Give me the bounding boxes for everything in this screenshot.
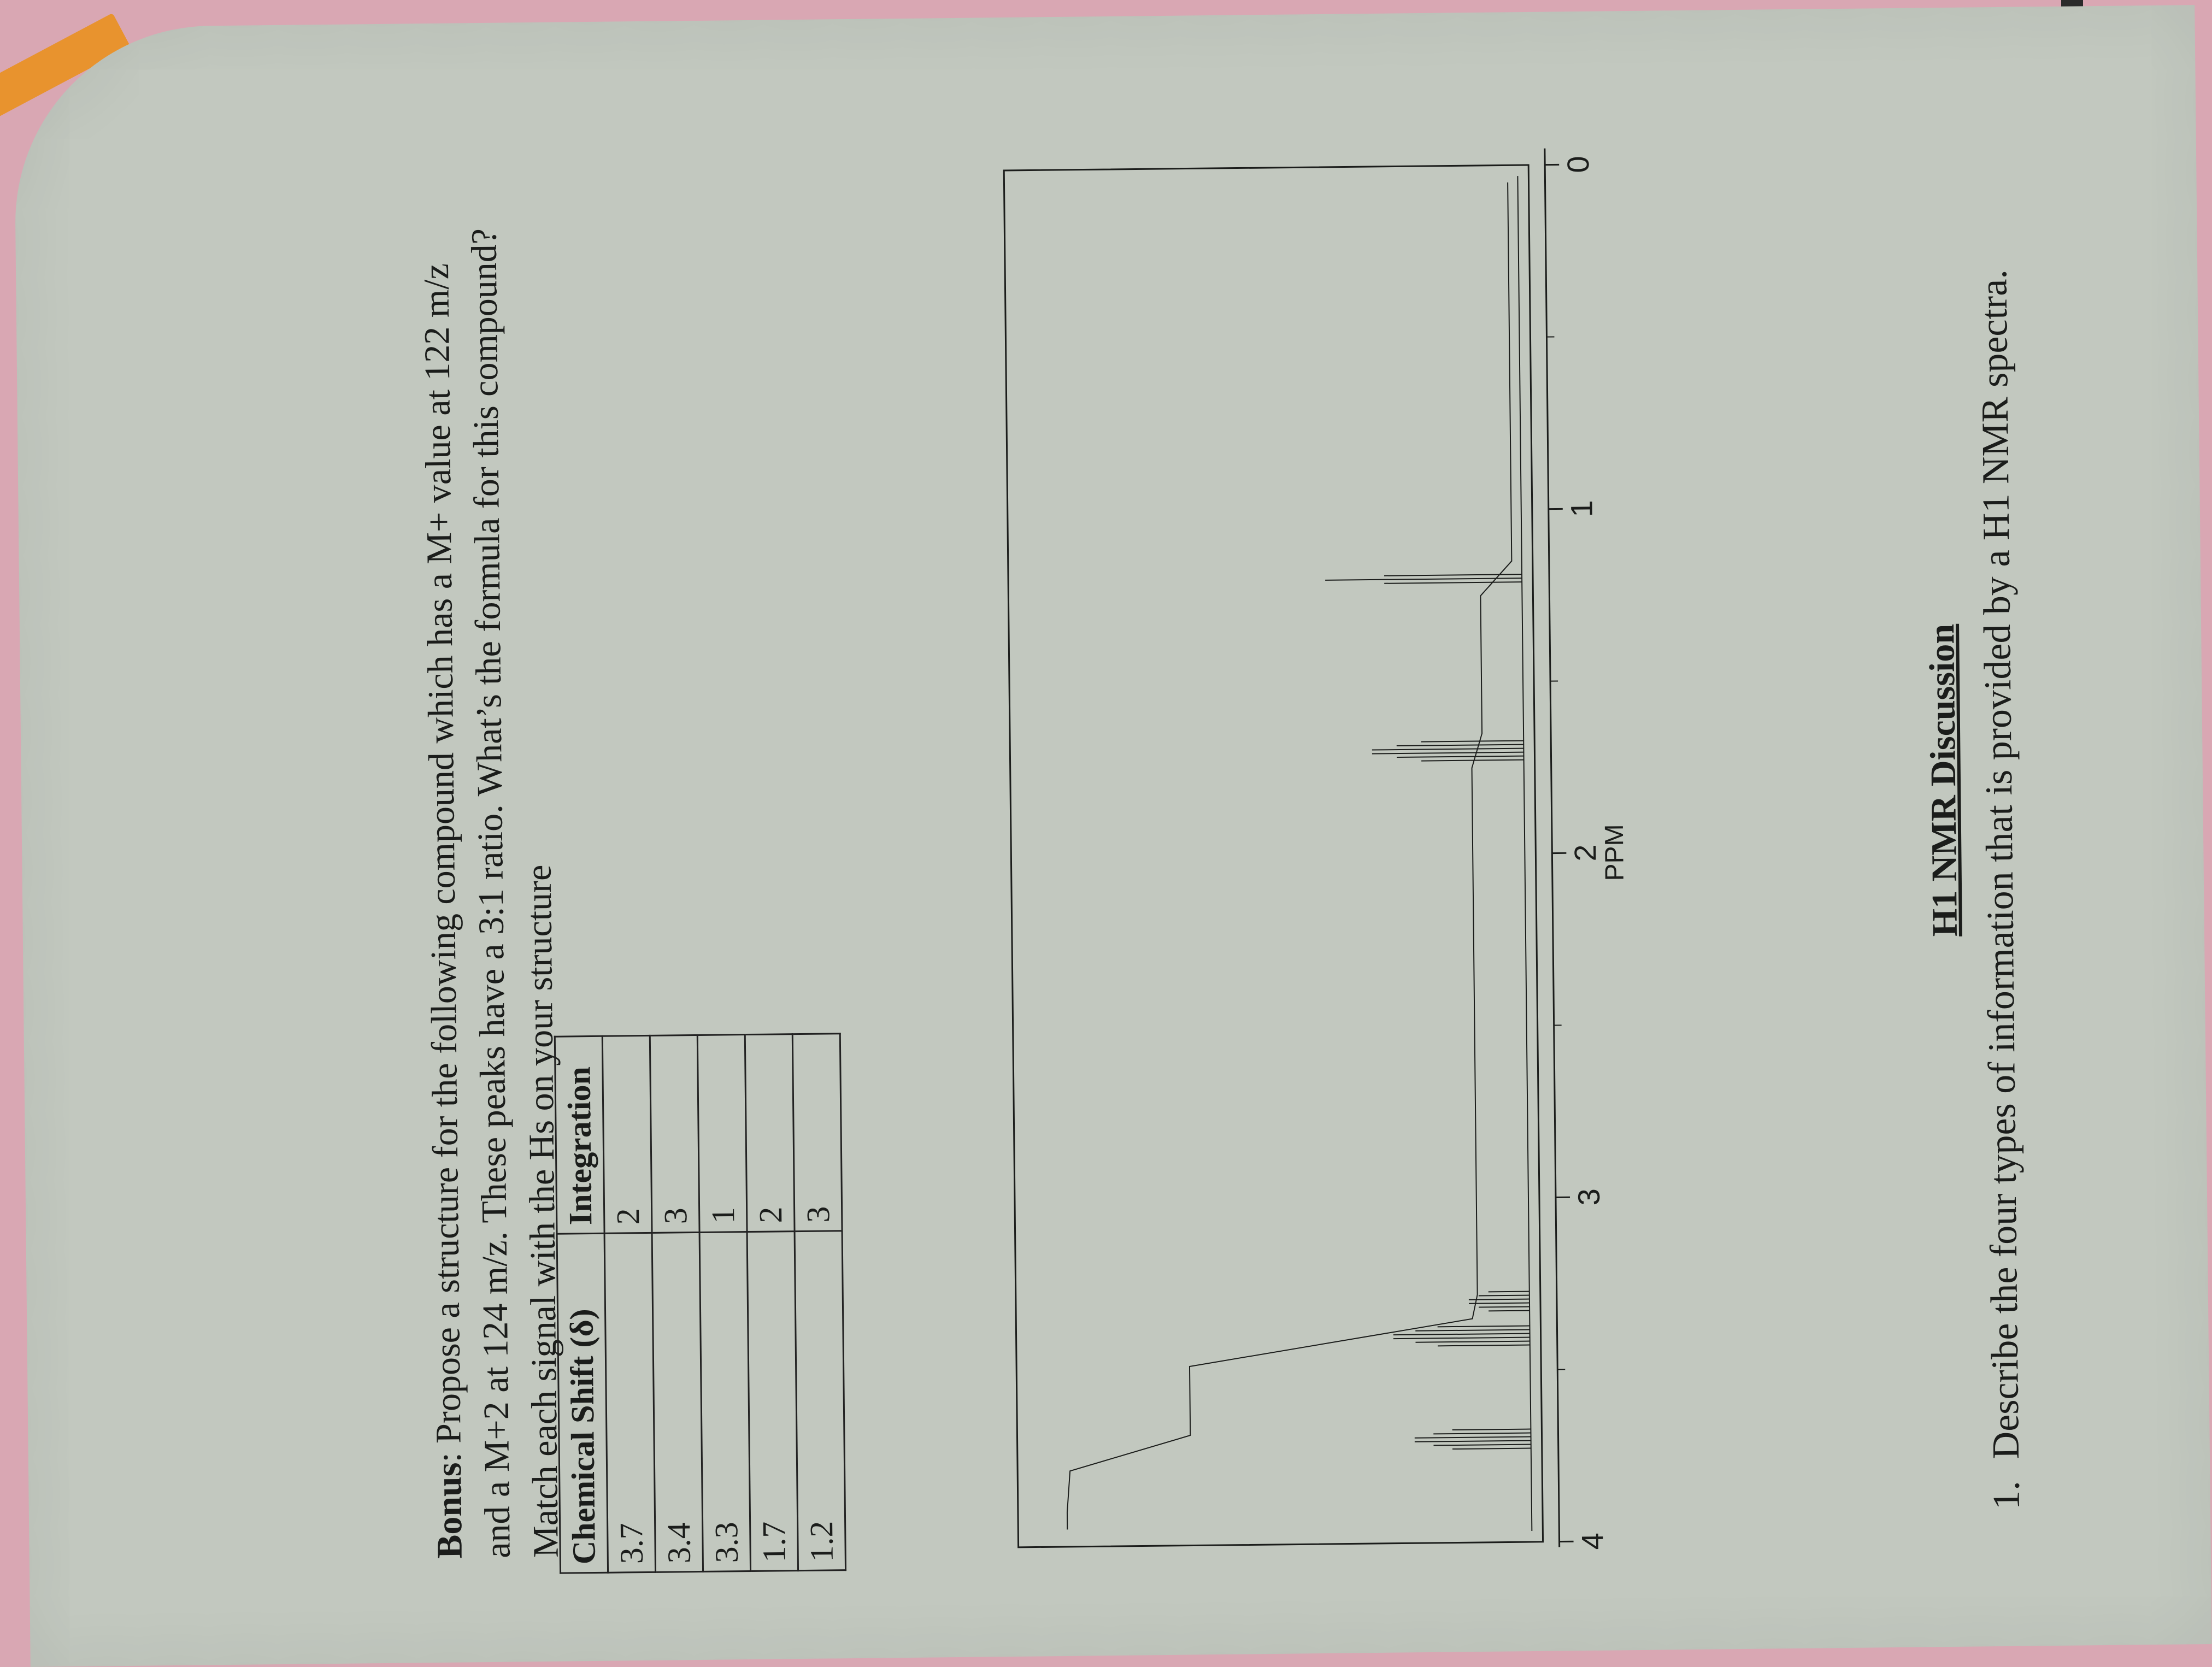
nmr-peak: [1469, 1303, 1529, 1304]
nmr-peak: [1393, 1338, 1530, 1339]
nmr-peak: [1384, 574, 1522, 576]
shift-cell: 1.2: [795, 1231, 845, 1571]
nmr-peak: [1393, 1334, 1530, 1335]
paper-sheet: [13, 5, 2211, 1667]
integration-cell: 1: [697, 1035, 747, 1233]
nmr-peak: [1397, 756, 1523, 757]
nmr-peak: [1421, 760, 1523, 761]
nmr-peak: [1325, 578, 1522, 580]
nmr-peak: [1415, 1330, 1529, 1331]
shift-cell: 3.4: [652, 1232, 703, 1572]
nmr-peak: [1479, 1295, 1529, 1296]
nmr-peak: [1415, 1441, 1531, 1442]
worksheet-content: [90, 28, 2128, 1645]
x-tick-label: 2: [1568, 844, 1602, 862]
spectrum-baseline: [1517, 176, 1532, 1531]
chemical-shift-table: [554, 1033, 846, 1574]
plot-frame: [1004, 165, 1543, 1547]
nmr-peak: [1421, 741, 1523, 742]
bonus-question: [412, 203, 570, 1559]
nmr-peak: [1433, 1433, 1531, 1434]
nmr-spectrum-chart: [997, 1, 1603, 1569]
discussion-title: H1 NMR Discussion: [1921, 624, 1966, 937]
bonus-label: Bonus: [429, 1462, 470, 1559]
bonus-text: : Propose a structure for the following compound which has a M+ value at 122 m/z and a M+2 at 124 m/z. These peaks have a 3:1 ratio. What’s the formula for this compound? Match each signal with the Hs on your structure: [416, 228, 566, 1559]
table-row: [650, 1035, 703, 1572]
x-axis: [1545, 149, 1560, 1547]
table-row: [745, 1034, 798, 1571]
nmr-peak: [1433, 1445, 1531, 1446]
integration-cell: 3: [650, 1035, 699, 1233]
table-header-row: [555, 1036, 608, 1573]
header-integration: Integration: [555, 1036, 604, 1234]
x-tick-label: 0: [1561, 156, 1595, 173]
question-1: [1972, 269, 2029, 1510]
nmr-peak: [1384, 582, 1522, 584]
integration-curve: [1054, 182, 1522, 1530]
header-chemical-shift: Chemical Shift (δ): [557, 1233, 608, 1573]
integration-cell: 3: [792, 1034, 842, 1232]
nmr-peak: [1372, 752, 1523, 754]
nmr-peak: [1452, 1429, 1531, 1430]
shift-cell: 3.3: [699, 1232, 750, 1572]
nmr-peak: [1452, 1448, 1531, 1450]
x-tick-label: 1: [1564, 500, 1599, 517]
nmr-peak: [1397, 745, 1523, 746]
nmr-peak: [1469, 1299, 1529, 1300]
table-row: [697, 1035, 750, 1572]
x-axis-label: PPM: [1600, 824, 1629, 881]
nmr-peak: [1438, 1345, 1530, 1346]
nmr-peak: [1415, 1437, 1531, 1438]
question-text: Describe the four types of information that is provided by a H1 NMR spectra.: [1973, 269, 2027, 1459]
integration-cell: 2: [602, 1035, 652, 1233]
shift-cell: 3.7: [604, 1233, 655, 1572]
x-tick-label: 3: [1572, 1188, 1606, 1206]
integration-cell: 2: [745, 1034, 795, 1232]
nmr-peak: [1438, 1326, 1530, 1327]
table-row: [602, 1035, 655, 1572]
shift-cell: 1.7: [747, 1232, 798, 1571]
x-tick-label: 4: [1575, 1533, 1609, 1550]
nmr-peak: [1415, 1341, 1529, 1342]
table-row: [792, 1034, 845, 1571]
nmr-peak: [1372, 749, 1523, 750]
question-number: 1.: [1985, 1481, 2028, 1510]
